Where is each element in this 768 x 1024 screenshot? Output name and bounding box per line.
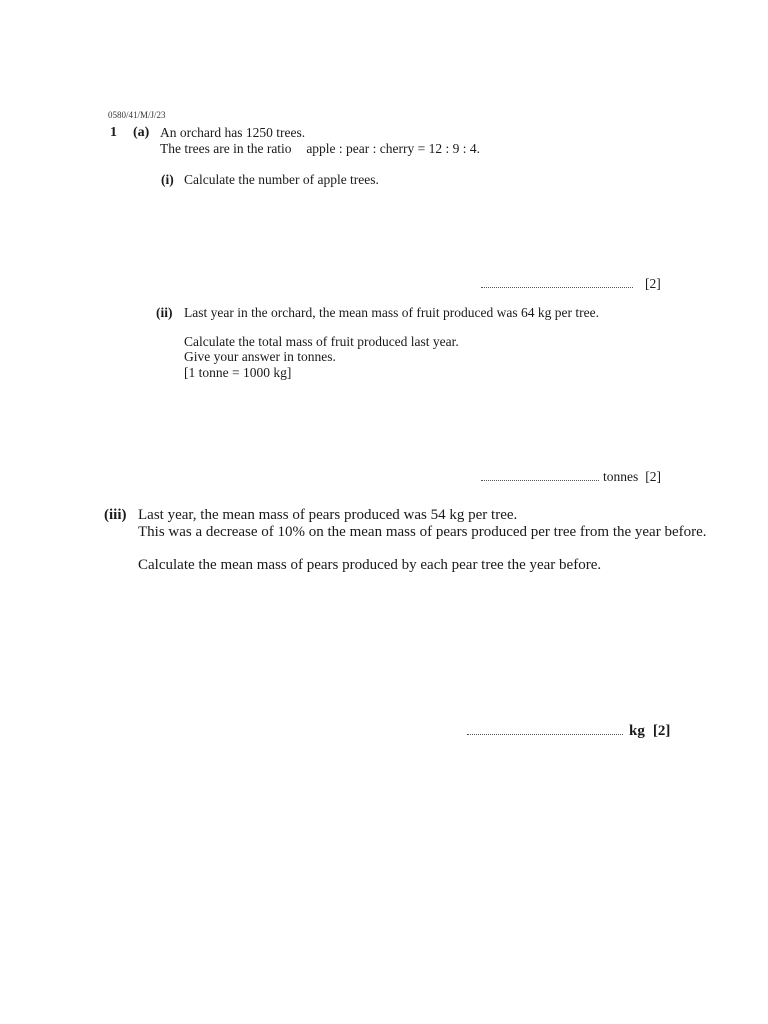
sub-ii-line1: Last year in the orchard, the mean mass of fruit produced was 64 kg per tree. (184, 305, 599, 320)
sub-ii-marks: [2] (645, 469, 661, 484)
sub-ii-unit: tonnes (603, 469, 639, 484)
sub-i-answer-line (481, 276, 661, 292)
sub-ii-line3: Give your answer in tonnes. (184, 349, 336, 364)
sub-ii-line4: [1 tonne = 1000 kg] (184, 365, 292, 380)
sub-i-label: (i) (161, 172, 174, 187)
sub-iii-answer-line (467, 723, 670, 740)
sub-ii-line2: Calculate the total mass of fruit produced last year. (184, 334, 459, 349)
sub-i-marks: [2] (645, 276, 661, 291)
question-number: 1 (110, 125, 117, 140)
sub-iii-unit: kg (629, 723, 645, 739)
part-a-intro-line1: An orchard has 1250 trees. (160, 125, 306, 140)
part-a-label: (a) (133, 125, 150, 140)
sub-iii-label: (iii) (104, 507, 127, 523)
sub-iii-marks: [2] (652, 723, 671, 739)
sub-ii-answer-line (481, 469, 661, 485)
ratio-text: apple : pear : cherry = 12 : 9 : 4. (306, 141, 480, 156)
answer-dots[interactable] (481, 277, 633, 288)
answer-dots[interactable] (467, 724, 623, 735)
part-a-intro-line2 (160, 141, 480, 157)
sub-iii-line2: This was a decrease of 10% on the mean mass of pears produced per tree from the year before. (138, 524, 707, 540)
sub-ii-label: (ii) (156, 305, 173, 320)
sub-iii-line1: Last year, the mean mass of pears produced was 54 kg per tree. (138, 507, 518, 523)
answer-dots[interactable] (481, 470, 599, 481)
paper-code: 0580/41/M/J/23 (108, 110, 166, 120)
ratio-prefix: The trees are in the ratio (160, 141, 292, 156)
sub-iii-line3: Calculate the mean mass of pears produced by each pear tree the year before. (138, 557, 602, 573)
sub-i-text: Calculate the number of apple trees. (184, 172, 379, 187)
